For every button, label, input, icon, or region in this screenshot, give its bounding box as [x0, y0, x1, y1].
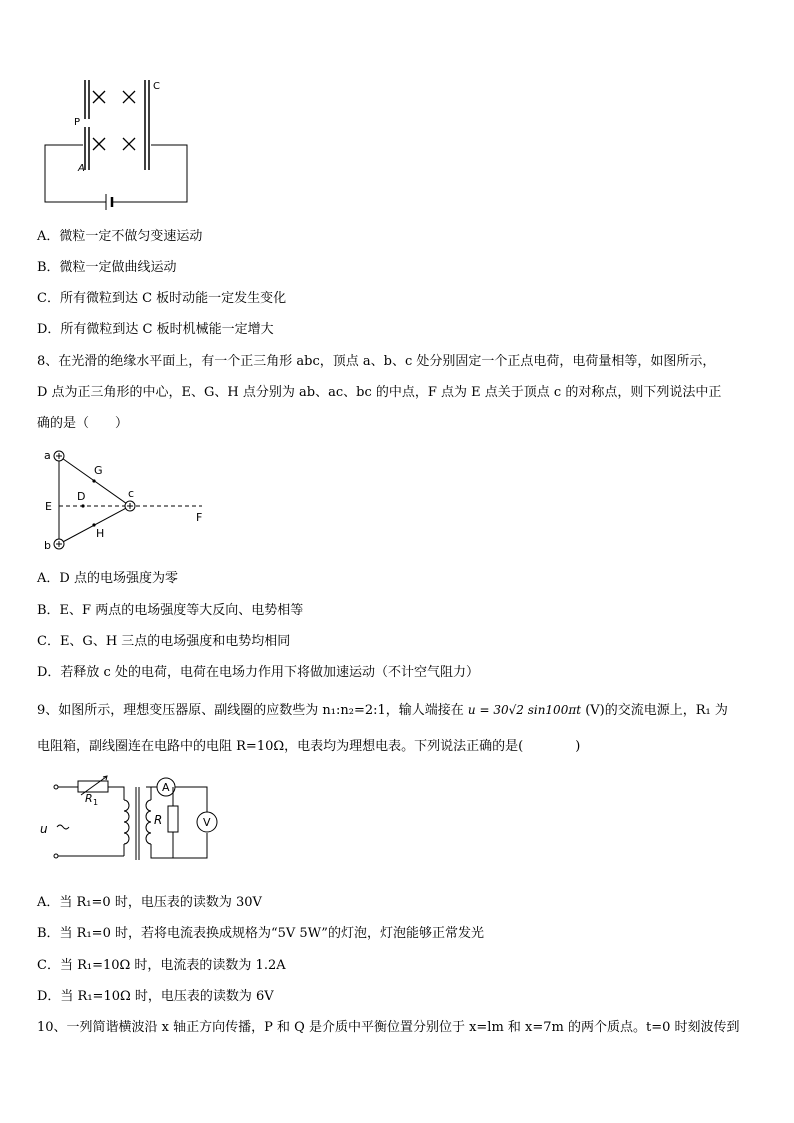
label-c: C — [153, 81, 160, 92]
q8-figure — [40, 445, 220, 555]
label-c: c — [128, 487, 135, 500]
q9-stem-part1: 9、如图所示，理想变压器原、副线圈的应数些为 n₁:n₂=2:1，输人端接在 — [37, 703, 464, 718]
q9-stem-part2: (V)的交流电源上，R₁ 为 — [585, 703, 728, 718]
label-p: P — [74, 117, 81, 128]
q7-figure — [40, 75, 195, 215]
q8-option-d: D．若释放 c 处的电荷，电荷在电场力作用下将做加速运动（不计空气阻力） — [37, 665, 479, 680]
label-ammeter: A — [162, 781, 170, 794]
resistor-r — [168, 806, 178, 832]
secondary-coil — [146, 800, 151, 844]
q7-option-b: B．微粒一定做曲线运动 — [37, 260, 177, 275]
label-r1: R — [85, 792, 93, 805]
q8-option-c: C．E、G、H 三点的电场强度和电势均相同 — [37, 634, 291, 649]
label-r: R — [154, 813, 163, 827]
label-a: A — [78, 163, 85, 174]
q9-option-c: C．当 R₁=10Ω 时，电流表的读数为 1.2A — [37, 958, 286, 973]
magnetic-field-crosses — [93, 91, 135, 150]
q9-figure — [37, 772, 222, 872]
q9-option-b: B．当 R₁=0 时，若将电流表换成规格为“5V 5W”的灯泡，灯泡能够正常发光 — [37, 926, 484, 941]
q7-option-c: C．所有微粒到达 C 板时动能一定发生变化 — [37, 291, 287, 306]
charge-c — [125, 501, 135, 511]
point-d — [81, 504, 84, 507]
circuit-wire — [45, 145, 106, 202]
label-e: E — [45, 500, 52, 513]
label-b: b — [44, 539, 51, 552]
label-a: a — [44, 449, 51, 462]
q9-formula: u = 30√2 sin100πt — [467, 703, 582, 717]
q8-option-b: B．E、F 两点的电场强度等大反向、电势相等 — [37, 603, 304, 618]
q8-option-a: A．D 点的电场强度为零 — [37, 571, 178, 586]
label-g: G — [94, 464, 103, 477]
label-voltmeter: V — [203, 816, 211, 829]
label-f: F — [196, 511, 203, 524]
q9-stem-line2: 电阻箱，副线圈连在电路中的电阻 R=10Ω，电表均为理想电表。下列说法正确的是( ) — [37, 739, 581, 754]
q9-stem-line1 — [37, 702, 728, 719]
q8-stem-line3: 确的是（ ） — [37, 416, 129, 431]
point-g — [92, 479, 95, 482]
q7-option-a: A．微粒一定不做匀变速运动 — [37, 229, 203, 244]
label-d: D — [77, 490, 86, 503]
label-h: H — [96, 527, 105, 540]
q9-option-d: D．当 R₁=10Ω 时，电压表的读数为 6V — [37, 989, 274, 1004]
q9-option-a: A．当 R₁=0 时，电压表的读数为 30V — [37, 895, 262, 910]
primary-coil — [124, 800, 129, 844]
charge-b — [54, 539, 64, 549]
q8-stem-line2: D 点为正三角形的中心，E、G、H 点分别为 ab、ac、bc 的中点，F 点为 E 点关于顶点 c 的对称点，则下列说法中正 — [37, 385, 722, 400]
q7-option-d: D．所有微粒到达 C 板时机械能一定增大 — [37, 322, 274, 337]
q8-stem-line1: 8、在光滑的绝缘水平面上，有一个正三角形 abc，顶点 a、b、c 处分别固定一个正点电荷，电荷量相等，如图所示， — [37, 354, 716, 369]
q10-stem-line1: 10、一列简谐横波沿 x 轴正方向传播，P 和 Q 是介质中平衡位置分别位于 x=lm 和 x=7m 的两个质点。t=0 时刻波传到 — [37, 1020, 740, 1035]
label-u: u — [40, 822, 48, 836]
label-r1-subscript: 1 — [93, 798, 99, 807]
ac-source-symbol — [57, 825, 69, 829]
charge-a — [54, 451, 64, 461]
